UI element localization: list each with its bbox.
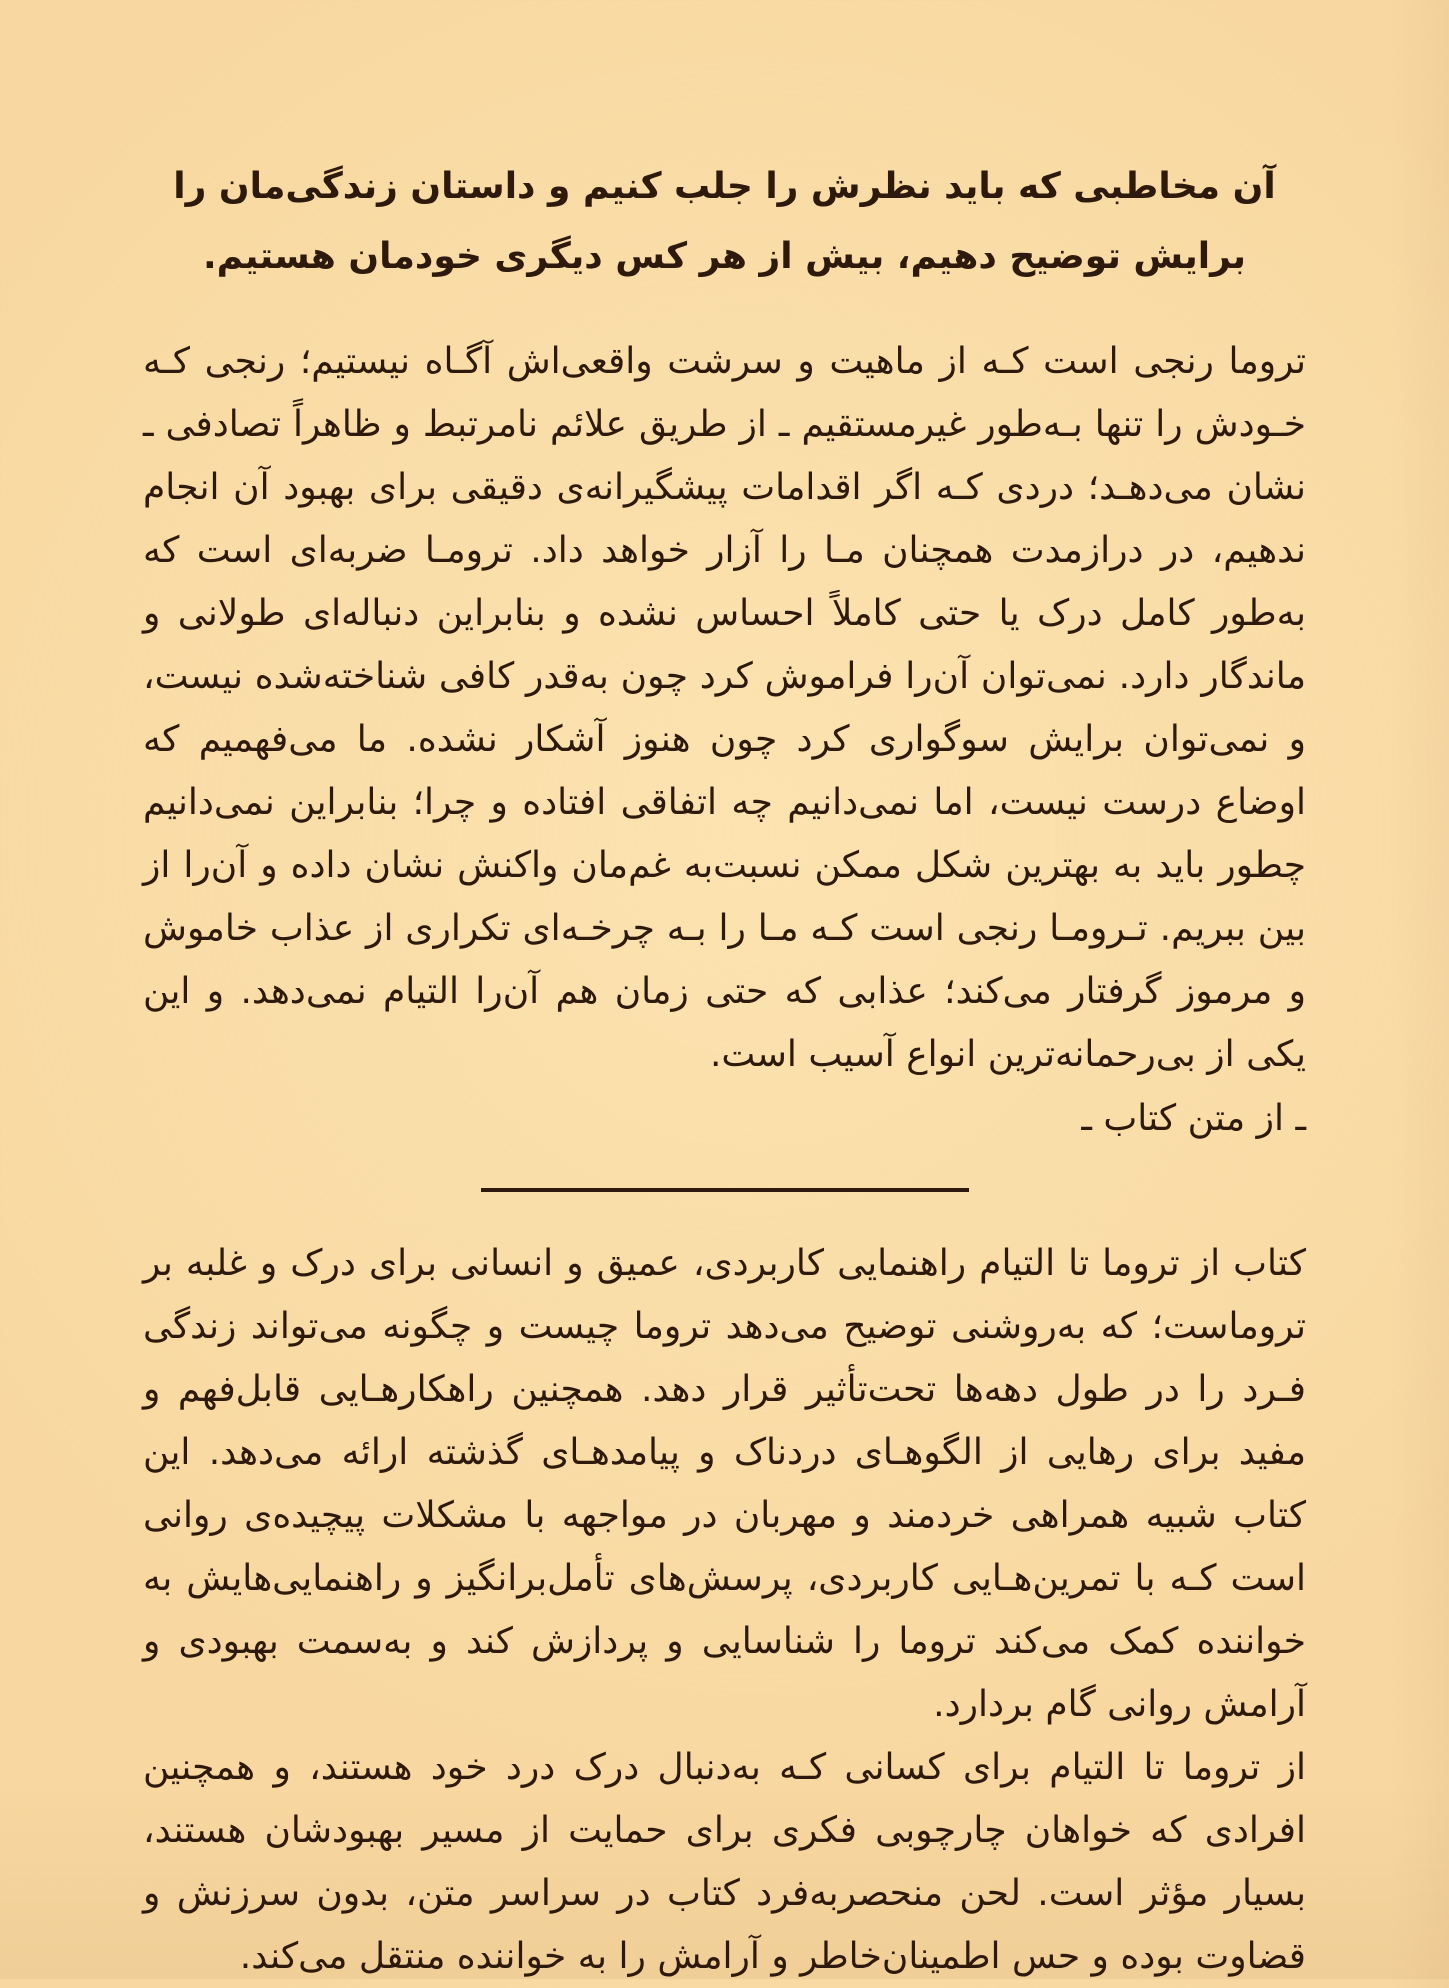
blurb-paragraph-2: از تروما تا التیام برای کسانی کـه به‌دنبال درک درد خود هستند، و همچنین افرادی که خواهان چارچوبی فکری برای حمایت از مسیر بهبودشان هستند، بسیار مؤثر است. لحن منحصربه‌فرد کتاب در سراسر متن، بدون سرزنش و قضاوت بوده و حس اطمینان‌خاطر و آرامش را به خواننده منتقل می‌کند. bbox=[143, 1747, 1306, 1977]
section-divider bbox=[481, 1188, 969, 1192]
excerpt-paragraph: تروما رنجی است کـه از ماهیت و سرشت واقعی‌اش آگـاه نیستیم؛ رنجی کـه خـودش را تنها بـه‌طور غیرمستقیم ـ از طریق علائم نامرتبط و ظاهراً تصادفی ـ نشان می‌دهـد؛ دردی کـه اگر اقدامات پیشگیرانه‌ی دقیقی برای بهبود آن انجام ندهیم، در درازمدت همچنان مـا را آزار خواهد داد. ترومـا ضربه‌ای است که به‌طور کامل درک یا حتی کاملاً احساس نشده و بنابراین دنباله‌ای طولانی و ماندگار دارد. نمی‌توان آن‌را فراموش کرد چون به‌قدر کافی شناخته‌شده نیست، و نمی‌توان برایش سوگواری کرد چون هنوز آشکار نشده. ما می‌فهمیم که اوضاع درست نیست، اما نمی‌دانیم چه اتفاقی افتاده و چرا؛ بنابراین نمی‌دانیم چطور باید به بهترین شکل ممکن نسبت‌به غم‌مان واکنش نشان داده و آن‌را از بین ببریم. تـرومـا رنجی است کـه مـا را بـه چرخـه‌ای تکراری از عذاب خاموش و مرموز گرفتار می‌کند؛ عذابی که حتی زمان هم آن‌را التیام نمی‌دهد. و این یکی از بی‌رحمانه‌ترین انواع آسیب است. bbox=[143, 341, 1306, 1075]
blurb-paragraph-1: کتاب از تروما تا التیام راهنمایی کاربردی، عمیق و انسانی برای درک و غلبه بر تروماست؛ که به‌روشنی توضیح می‌دهد تروما چیست و چگونه می‌تواند زندگی فـرد را در طول دهه‌ها تحت‌تأثیر قرار دهد. همچنین راهکارهـایی قابل‌فهم و مفید برای رهایی از الگوهـای دردناک و پیامدهـای گذشته ارائه می‌دهد. این کتاب شبیه همراهی خردمند و مهربان در مواجهه با مشکلات پیچیده‌ی روانی است کـه با تمرین‌هـایی کاربردی، پرسش‌های تأمل‌برانگیز و راهنمایی‌هایش به خواننده کمک می‌کند تروما را شناسایی و پردازش کند و به‌سمت بهبودی و آرامش روانی گام بردارد. bbox=[143, 1243, 1306, 1725]
book-quote: آن مخاطبی که باید نظرش را جلب کنیم و داستان زندگی‌مان را برایش توضیح دهیم، بیش از هر کس دیگری خودمان هستیم. bbox=[173, 166, 1276, 277]
excerpt-attribution: ـ از متن کتاب ـ bbox=[1081, 1098, 1306, 1139]
